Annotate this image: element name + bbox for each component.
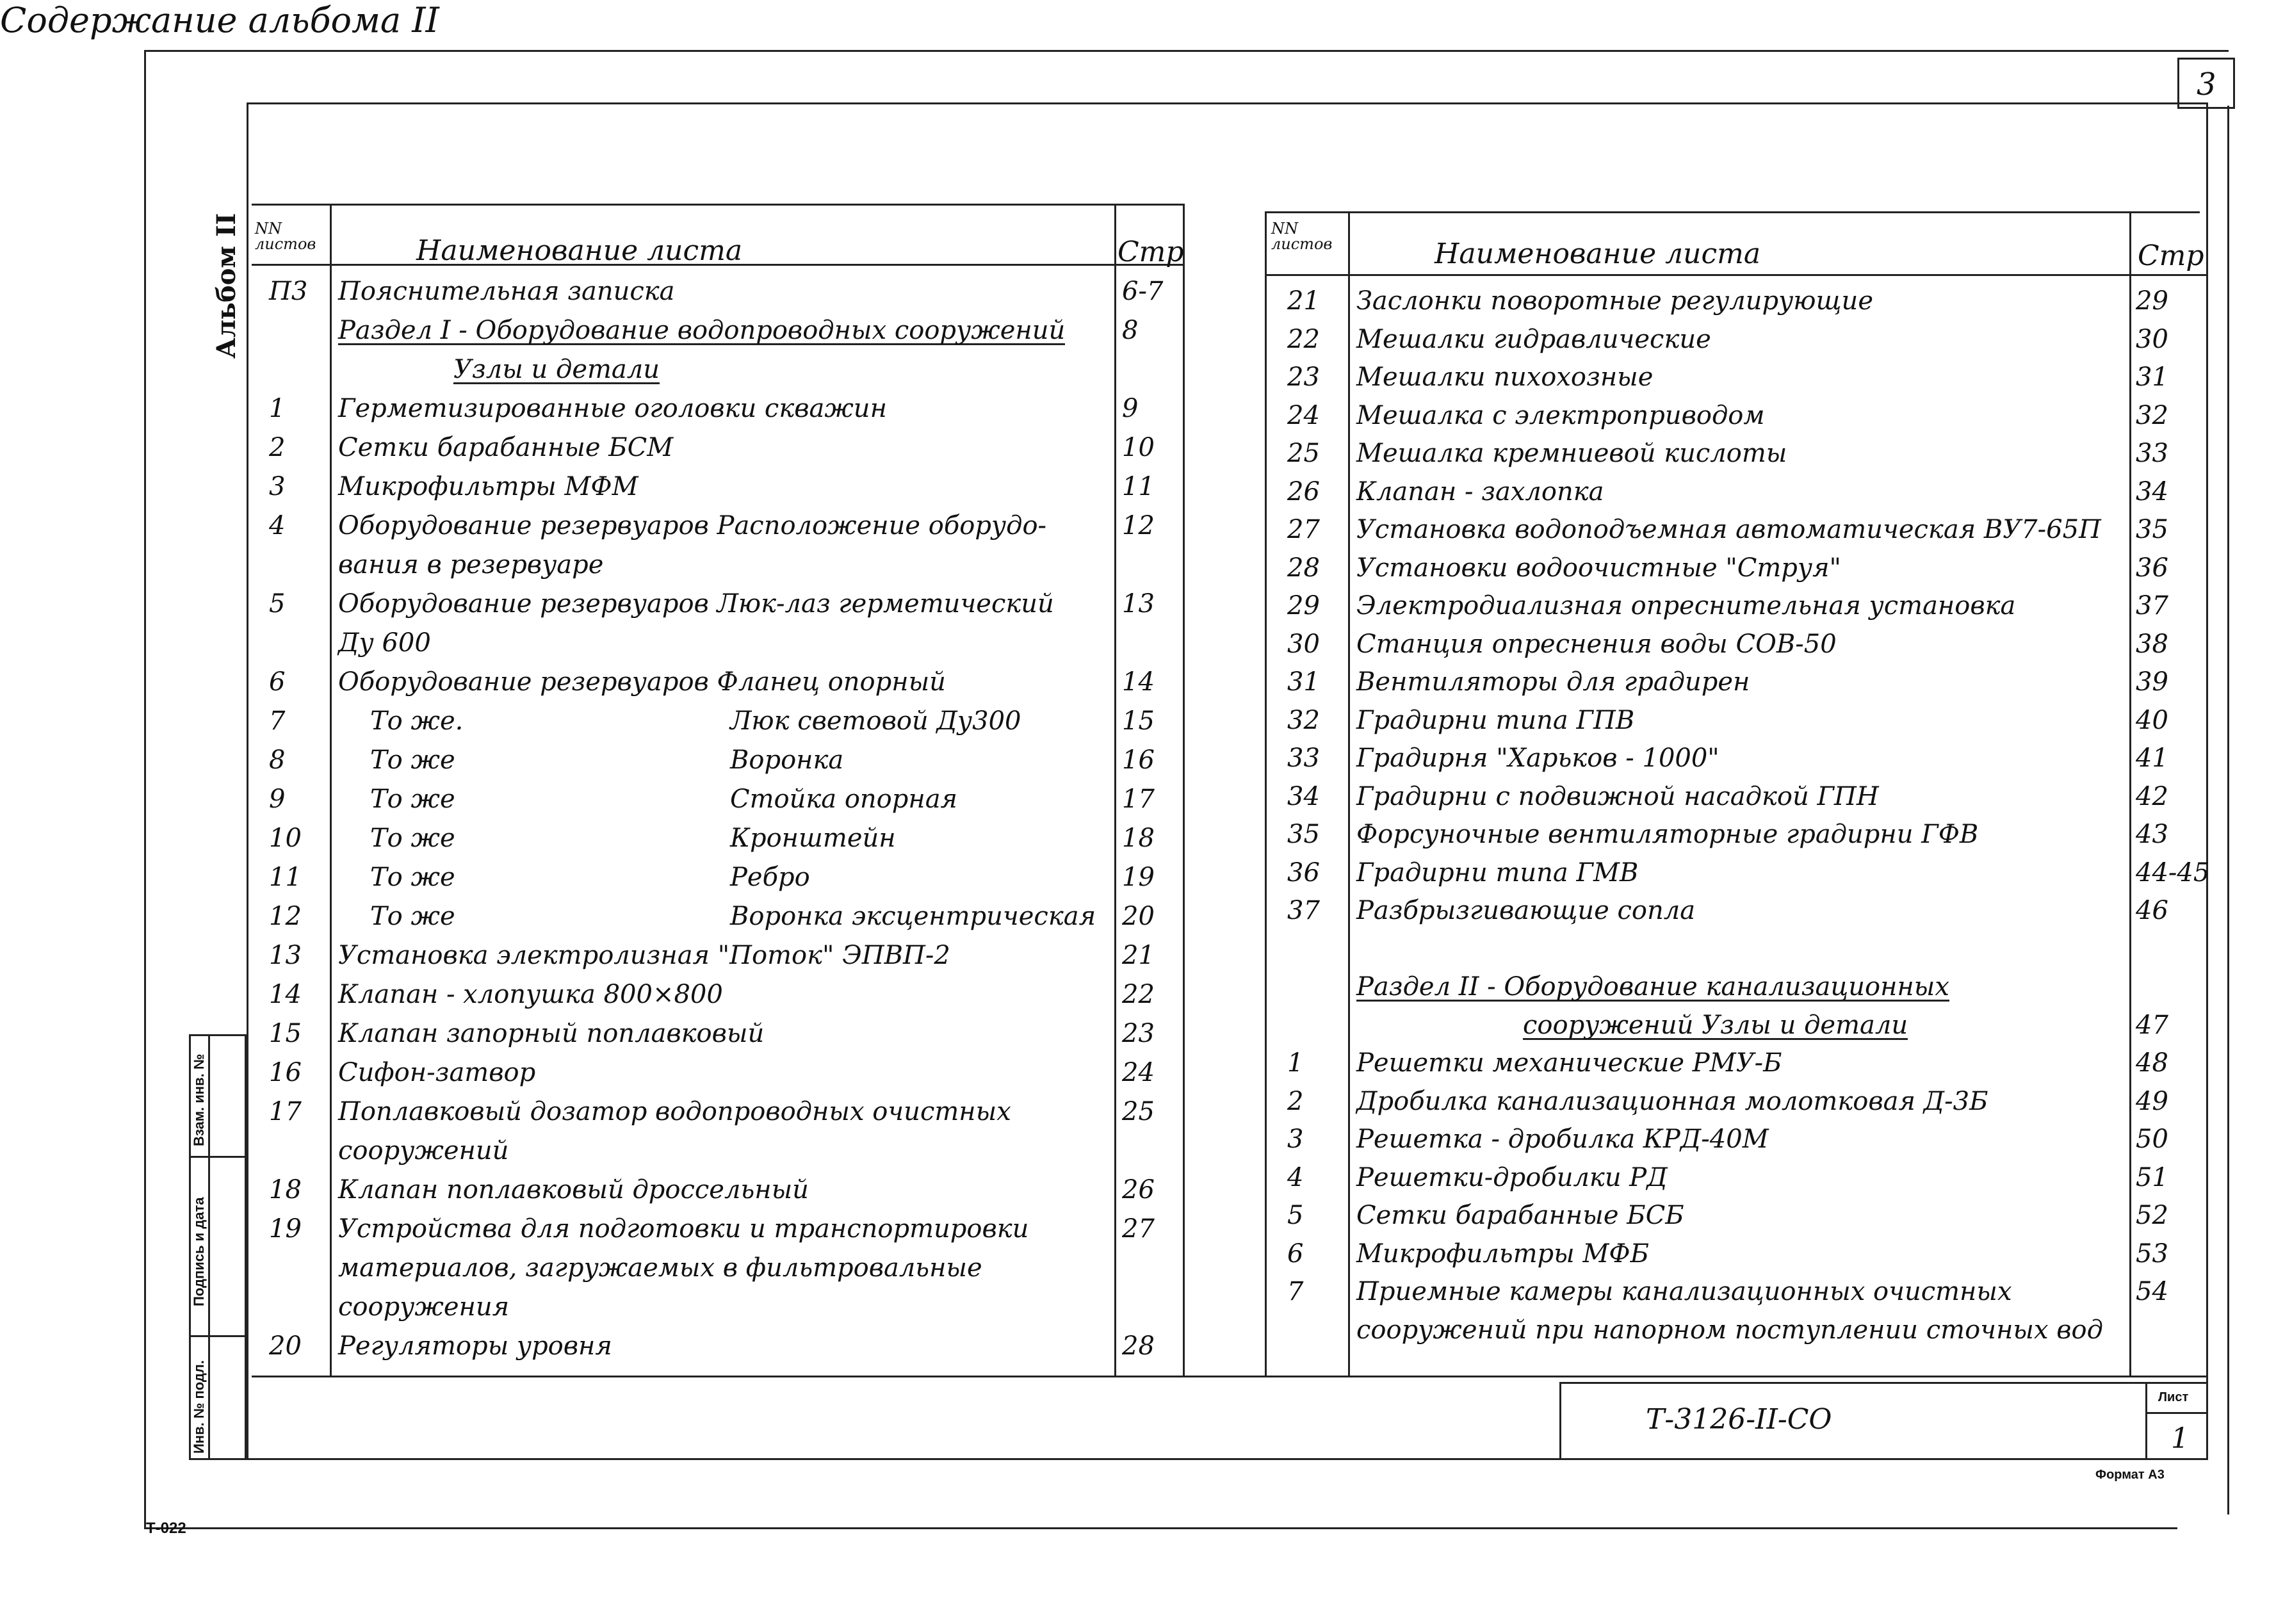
tables-bottom-line <box>252 1376 2208 1377</box>
outer-left-line <box>144 50 146 1529</box>
row-page: 32 <box>2136 400 2168 430</box>
left-header-num: NN листов <box>255 220 316 253</box>
right-col-divider-2 <box>2129 211 2131 1377</box>
format-label: Формат А3 <box>2095 1468 2165 1482</box>
row-page: 29 <box>2136 286 2168 316</box>
row-number: 1 <box>1287 1048 1304 1078</box>
row-page: 14 <box>1122 667 1155 697</box>
row-subname: Воронка <box>730 745 844 775</box>
row-number: 26 <box>1287 476 1320 507</box>
row-subname: Ребро <box>730 863 810 892</box>
album-label: Альбом II <box>211 213 241 359</box>
row-number: 15 <box>269 1019 302 1048</box>
row-name: Градирни типа ГМВ <box>1356 857 1639 888</box>
row-name: То же <box>370 824 455 853</box>
row-name: Оборудование резервуаров Фланец опорный <box>338 667 946 697</box>
row-subname: Кронштейн <box>730 824 896 853</box>
row-number: 19 <box>269 1214 302 1244</box>
row-number: 28 <box>1287 553 1320 583</box>
row-number: 34 <box>1287 781 1320 811</box>
row-page: 53 <box>2136 1238 2168 1269</box>
row-page: 16 <box>1122 745 1155 775</box>
row-name: Микрофильтры МФМ <box>338 472 638 501</box>
side-stamp-podpis: Подпись и дата <box>191 1197 207 1306</box>
row-name: Приемные камеры канализационных очистных <box>1356 1277 2012 1306</box>
side-stamp-row-2 <box>189 1335 247 1337</box>
row-number: 7 <box>1287 1277 1304 1306</box>
row-number: 35 <box>1287 820 1320 849</box>
row-name: Ду 600 <box>338 628 431 658</box>
section-heading: Узлы и детали <box>453 355 660 384</box>
row-number: 2 <box>1287 1086 1304 1116</box>
row-page: 38 <box>2136 629 2168 659</box>
row-name: Поплавковый дозатор водопроводных очистных <box>338 1097 1011 1126</box>
left-col-divider-1 <box>330 204 332 1376</box>
row-number: 21 <box>1287 286 1320 316</box>
row-name: Сифон-затвор <box>338 1058 536 1087</box>
row-number: 11 <box>269 863 302 892</box>
outer-bottom-line <box>144 1527 2177 1529</box>
row-page: 37 <box>2136 591 2168 621</box>
row-name: Градирни типа ГПВ <box>1356 705 1635 735</box>
left-col-divider-2 <box>1114 204 1116 1376</box>
document-code: Т-3126-II-СО <box>1646 1403 1832 1436</box>
row-name: сооружений при напорном поступлении сточных вод <box>1356 1315 2103 1345</box>
row-number: П3 <box>269 277 308 306</box>
row-number: 17 <box>269 1097 302 1126</box>
row-number: 16 <box>269 1058 302 1087</box>
row-page: 25 <box>1122 1097 1155 1126</box>
row-page: 40 <box>2136 705 2168 735</box>
right-header-page: Стр <box>2138 240 2204 272</box>
row-page: 22 <box>1122 980 1155 1009</box>
row-page: 21 <box>1122 941 1155 970</box>
row-name: То же <box>370 863 455 892</box>
row-name: Пояснительная записка <box>338 277 675 306</box>
row-name: вания в резервуаре <box>338 550 604 580</box>
row-name: Мешалки гидравлические <box>1356 324 1711 354</box>
row-number: 3 <box>269 472 286 501</box>
row-number: 37 <box>1287 896 1320 925</box>
row-page: 46 <box>2136 896 2168 925</box>
row-name: Мешалка кремниевой кислоты <box>1356 439 1787 468</box>
row-name: Клапан - хлопушка 800×800 <box>338 980 723 1009</box>
row-page: 11 <box>1122 472 1155 501</box>
row-name: Разбрызгивающие сопла <box>1356 896 1696 925</box>
row-page: 49 <box>2136 1086 2168 1116</box>
row-page: 24 <box>1122 1058 1155 1087</box>
row-number: 31 <box>1287 667 1320 697</box>
row-subname: Стойка опорная <box>730 784 958 814</box>
row-name: Клапан - захлопка <box>1356 476 1604 507</box>
row-page: 42 <box>2136 781 2168 811</box>
row-name: Решетки механические РМУ-Б <box>1356 1048 1782 1078</box>
page-title: Содержание альбома II <box>0 0 439 40</box>
row-name: То же <box>370 902 455 931</box>
row-number: 10 <box>269 824 302 853</box>
row-page: 6-7 <box>1122 277 1164 306</box>
row-page: 43 <box>2136 820 2168 849</box>
right-table-header-line <box>1265 274 2206 276</box>
row-page: 8 <box>1122 316 1139 345</box>
row-page: 10 <box>1122 433 1155 462</box>
side-stamp-vzam: Взам. инв. № <box>191 1053 207 1146</box>
row-page: 12 <box>1122 511 1155 540</box>
row-name: Установка водоподъемная автоматическая ВУ7-65П <box>1356 515 2101 544</box>
row-number: 1 <box>269 394 286 423</box>
row-number: 24 <box>1287 400 1320 430</box>
row-name: Регуляторы уровня <box>338 1331 612 1361</box>
row-name: Решетка - дробилка КРД-40М <box>1356 1125 1769 1154</box>
row-page: 30 <box>2136 324 2168 354</box>
row-number: 20 <box>269 1331 302 1361</box>
row-name: Мешалка с электроприводом <box>1356 400 1765 430</box>
side-stamp-col <box>208 1034 210 1460</box>
row-name: материалов, загружаемых в фильтровальные <box>338 1253 982 1283</box>
row-name: Заслонки поворотные регулирующие <box>1356 286 1873 316</box>
row-page: 54 <box>2136 1277 2168 1306</box>
row-name: Сетки барабанные БСБ <box>1356 1201 1684 1230</box>
row-page: 35 <box>2136 515 2168 544</box>
title-block-divider <box>2145 1382 2147 1460</box>
row-number: 8 <box>269 745 286 775</box>
row-number: 22 <box>1287 324 1320 354</box>
row-name: Устройства для подготовки и транспортировки <box>338 1214 1029 1244</box>
outer-right-line <box>2227 106 2229 1514</box>
row-number: 4 <box>1287 1162 1304 1192</box>
row-name: То же. <box>370 706 464 736</box>
row-page: 15 <box>1122 706 1155 736</box>
right-header-num: NN листов <box>1271 220 1333 253</box>
row-name: сооружения <box>338 1292 510 1322</box>
row-name: То же <box>370 784 455 814</box>
row-page: 34 <box>2136 476 2168 507</box>
row-page: 17 <box>1122 784 1155 814</box>
row-name: Сетки барабанные БСМ <box>338 433 674 462</box>
sheet-label: Лист <box>2158 1390 2189 1404</box>
row-name: Мешалки пихохозные <box>1356 362 1654 392</box>
row-number: 36 <box>1287 857 1320 888</box>
side-stamp-row-1 <box>189 1156 247 1158</box>
row-name: Клапан поплавковый дроссельный <box>338 1175 809 1205</box>
row-number: 25 <box>1287 439 1320 468</box>
row-name: То же <box>370 745 455 775</box>
left-header-name: Наименование листа <box>416 234 743 267</box>
row-page: 9 <box>1122 394 1139 423</box>
row-name: Герметизированные оголовки скважин <box>338 394 887 423</box>
section-heading: сооружений Узлы и детали <box>1523 1010 1908 1040</box>
row-page: 50 <box>2136 1125 2168 1154</box>
row-page: 39 <box>2136 667 2168 697</box>
sheet-value: 1 <box>2171 1422 2189 1455</box>
row-number: 13 <box>269 941 302 970</box>
row-page: 27 <box>1122 1214 1155 1244</box>
row-number: 12 <box>269 902 302 931</box>
row-name: Оборудование резервуаров Расположение оборудо- <box>338 511 1047 540</box>
row-page: 48 <box>2136 1048 2168 1078</box>
title-block-sheet-divider <box>2145 1412 2208 1414</box>
row-page: 36 <box>2136 553 2168 583</box>
row-page: 28 <box>1122 1331 1155 1361</box>
row-number: 7 <box>269 706 286 736</box>
row-number: 14 <box>269 980 302 1009</box>
row-number: 9 <box>269 784 286 814</box>
row-name: Вентиляторы для градирен <box>1356 667 1750 697</box>
row-page: 44-45 <box>2136 857 2210 888</box>
row-page: 18 <box>1122 824 1155 853</box>
right-header-name: Наименование листа <box>1435 238 1761 270</box>
row-number: 5 <box>269 589 286 619</box>
row-name: Градирни с подвижной насадкой ГПН <box>1356 781 1879 811</box>
side-stamp-inv: Инв. № подл. <box>191 1360 207 1454</box>
row-page: 19 <box>1122 863 1155 892</box>
row-name: сооружений <box>338 1136 509 1165</box>
row-number: 18 <box>269 1175 302 1205</box>
row-page: 51 <box>2136 1162 2168 1192</box>
row-subname: Люк световой Ду300 <box>730 706 1021 736</box>
row-number: 29 <box>1287 591 1320 621</box>
left-header-page: Стр <box>1118 236 1184 268</box>
section-heading: Раздел I - Оборудование водопроводных сооружений <box>338 316 1066 345</box>
row-number: 3 <box>1287 1125 1304 1154</box>
row-name: Клапан запорный поплавковый <box>338 1019 765 1048</box>
row-page: 31 <box>2136 362 2168 392</box>
row-number: 33 <box>1287 743 1320 773</box>
outer-top-line <box>144 50 2229 52</box>
row-name: Станция опреснения воды СОВ-50 <box>1356 629 1837 659</box>
row-name: Установки водоочистные "Струя" <box>1356 553 1841 583</box>
row-name: Решетки-дробилки РД <box>1356 1162 1668 1192</box>
row-page: 13 <box>1122 589 1155 619</box>
row-page: 23 <box>1122 1019 1155 1048</box>
row-number: 6 <box>269 667 286 697</box>
row-name: Дробилка канализационная молотковая Д-3Б <box>1356 1086 1988 1116</box>
row-name: Электродиализная опреснительная установка <box>1356 591 2016 621</box>
row-name: Оборудование резервуаров Люк-лаз герметический <box>338 589 1054 619</box>
row-page: 20 <box>1122 902 1155 931</box>
row-page: 33 <box>2136 439 2168 468</box>
row-name: Установка электролизная "Поток" ЭПВП-2 <box>338 941 950 970</box>
row-number: 2 <box>269 433 286 462</box>
row-name: Микрофильтры МФБ <box>1356 1238 1649 1269</box>
row-name: Градирня "Харьков - 1000" <box>1356 743 1719 773</box>
row-number: 32 <box>1287 705 1320 735</box>
row-subname: Воронка эксцентрическая <box>730 902 1096 931</box>
row-page: 52 <box>2136 1201 2168 1230</box>
row-number: 23 <box>1287 362 1320 392</box>
row-name: Форсуночные вентиляторные градирни ГФВ <box>1356 820 1979 849</box>
row-page: 41 <box>2136 743 2168 773</box>
section-heading: Раздел II - Оборудование канализационных <box>1356 972 1949 1002</box>
row-number: 4 <box>269 511 286 540</box>
row-page: 47 <box>2136 1010 2168 1040</box>
sheet-number: 3 <box>2197 67 2216 102</box>
row-number: 30 <box>1287 629 1320 659</box>
corner-code: Т-022 <box>146 1520 186 1537</box>
row-page: 26 <box>1122 1175 1155 1205</box>
right-col-divider-1 <box>1348 211 1350 1377</box>
row-number: 6 <box>1287 1238 1304 1269</box>
row-number: 27 <box>1287 515 1320 544</box>
row-number: 5 <box>1287 1201 1304 1230</box>
